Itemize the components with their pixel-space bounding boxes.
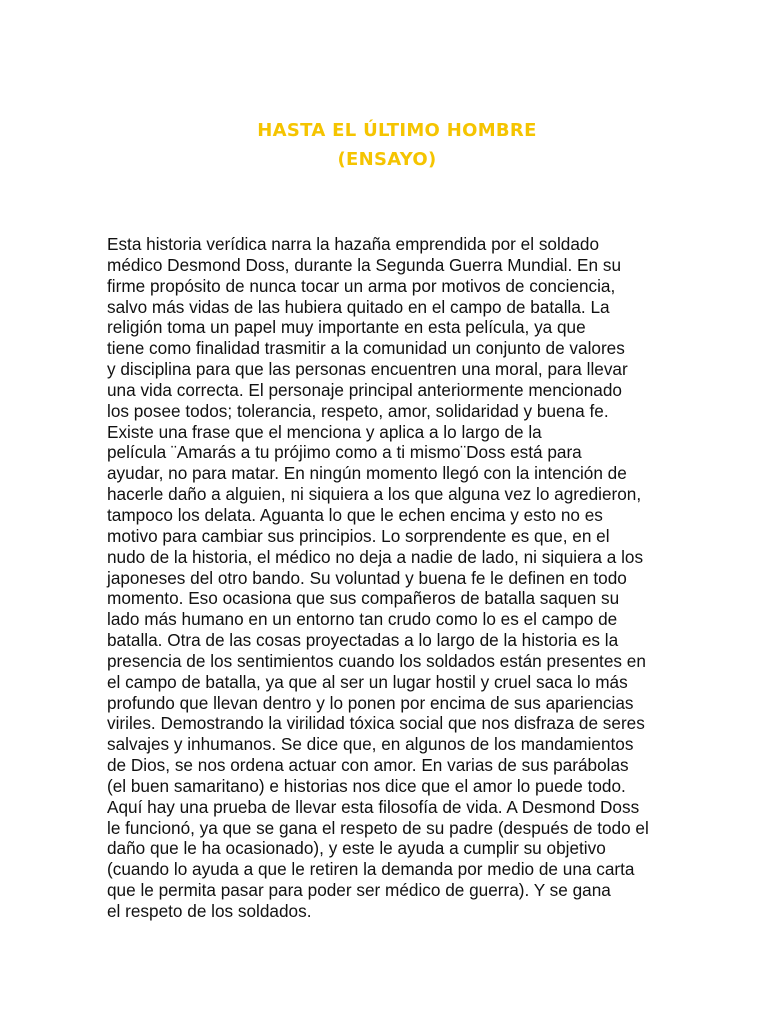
- essay-line: presencia de los sentimientos cuando los soldados están presentes en: [107, 650, 646, 671]
- essay-line: tiene como finalidad trasmitir a la comunidad un conjunto de valores: [107, 338, 625, 359]
- essay-line: Esta historia verídica narra la hazaña emprendida por el soldado: [107, 234, 600, 254]
- essay-line: una vida correcta. El personaje principal anteriormente mencionado: [107, 379, 622, 400]
- essay-line: de Dios, se nos ordena actuar con amor. En varias de sus parábolas: [107, 755, 629, 776]
- essay-line: momento. Eso ocasiona que sus compañeros de batalla saquen su: [107, 588, 620, 609]
- essay-line: los posee todos; tolerancia, respeto, amor, solidaridad y buena fe.: [107, 400, 609, 421]
- essay-line: profundo que llevan dentro y lo ponen por encima de sus apariencias: [107, 692, 634, 713]
- essay-line: (cuando lo ayuda a que le retiren la demanda por medio de una carta: [107, 859, 635, 880]
- essay-line: que le permita pasar para poder ser médico de guerra). Y se gana: [107, 880, 611, 901]
- essay-line: Aquí hay una prueba de llevar esta filosofía de vida. A Desmond Doss: [107, 796, 640, 817]
- essay-line: salvajes y inhumanos. Se dice que, en algunos de los mandamientos: [107, 734, 634, 755]
- essay-line: batalla. Otra de las cosas proyectadas a lo largo de la historia es la: [107, 630, 619, 651]
- essay-line: le funcionó, ya que se gana el respeto de su padre (después de todo el: [107, 817, 649, 838]
- document-subtitle: (ENSAYO): [337, 149, 437, 170]
- essay-line: ayudar, no para matar. En ningún momento llegó con la intención de: [107, 463, 627, 484]
- essay-line: lado más humano en un entorno tan crudo como lo es el campo de: [107, 609, 618, 630]
- essay-line: salvo más vidas de las hubiera quitado en el campo de batalla. La: [107, 296, 610, 317]
- essay-line: daño que le ha ocasionado), y este le ayuda a cumplir su objetivo: [107, 838, 606, 859]
- title-block: [0, 116, 768, 174]
- essay-line: y disciplina para que las personas encuentren una moral, para llevar: [107, 359, 628, 380]
- essay-line: viriles. Demostrando la virilidad tóxica social que nos disfraza de seres: [107, 713, 645, 734]
- essay-line: japoneses del otro bando. Su voluntad y buena fe le definen en todo: [107, 567, 627, 588]
- essay-line: médico Desmond Doss, durante la Segunda Guerra Mundial. En su: [107, 254, 621, 275]
- essay-line: tampoco los delata. Aguanta lo que le echen encima y esto no es: [107, 504, 603, 525]
- essay-line: motivo para cambiar sus principios. Lo sorprendente es que, en el: [107, 525, 610, 546]
- essay-line: nudo de la historia, el médico no deja a nadie de lado, ni siquiera a los: [107, 546, 644, 567]
- essay-line: hacerle daño a alguien, ni siquiera a los que alguna vez lo agredieron,: [107, 484, 642, 505]
- document-title: HASTA EL ÚLTIMO HOMBRE: [257, 120, 537, 141]
- essay-line: el campo de batalla, ya que al ser un lugar hostil y cruel saca lo más: [107, 671, 628, 692]
- essay-line: religión toma un papel muy importante en esta película, ya que: [107, 317, 586, 338]
- essay-line: Existe una frase que el menciona y aplica a lo largo de la: [107, 421, 542, 442]
- essay-line: (el buen samaritano) e historias nos dice que el amor lo puede todo.: [107, 775, 626, 796]
- essay-line: firme propósito de nunca tocar un arma por motivos de conciencia,: [107, 275, 616, 296]
- essay-line: el respeto de los soldados.: [107, 901, 312, 921]
- essay-body: [107, 234, 667, 922]
- essay-line: película ¨Amarás a tu prójimo como a ti mismo¨Doss está para: [107, 442, 582, 463]
